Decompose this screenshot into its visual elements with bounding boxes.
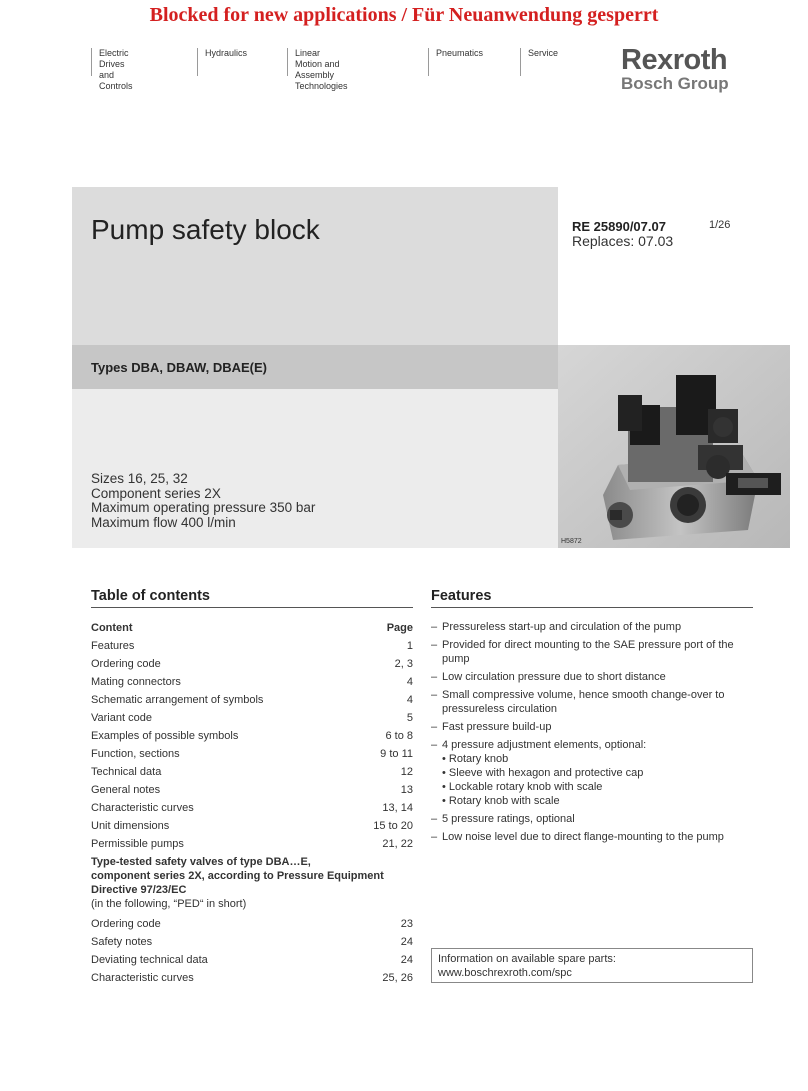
toc-row[interactable] bbox=[91, 835, 413, 853]
toc-row[interactable] bbox=[91, 951, 413, 969]
blocked-banner: Blocked for new applications / Für Neuanwendung gesperrt bbox=[149, 4, 659, 26]
photo-label: H5872 bbox=[561, 538, 582, 545]
nav-line: Electric Drives bbox=[99, 48, 129, 69]
toc-page: 12 bbox=[400, 766, 413, 778]
feature-item bbox=[431, 830, 753, 844]
nav-line: Service bbox=[528, 48, 559, 58]
feature-subitem: • Sleeve with hexagon and protective cap bbox=[442, 767, 644, 779]
toc-row[interactable] bbox=[91, 655, 413, 673]
page-number: 1/26 bbox=[709, 219, 731, 231]
ped-note: (in the following, “PED“ in short) bbox=[91, 898, 247, 910]
toc-label: Safety notes bbox=[91, 936, 153, 948]
toc-row[interactable] bbox=[91, 637, 413, 655]
feature-text: Pressureless start-up and circulation of the pump bbox=[442, 621, 682, 633]
toc-row[interactable] bbox=[91, 727, 413, 745]
types-label: Types DBA, DBAW, DBAE(E) bbox=[91, 360, 267, 375]
nav-line: Pneumatics bbox=[436, 48, 484, 58]
toc-page: 2, 3 bbox=[394, 658, 413, 670]
toc-label: Characteristic curves bbox=[91, 972, 194, 984]
feature-subitem: • Rotary knob with scale bbox=[442, 795, 560, 807]
toc-row[interactable] bbox=[91, 763, 413, 781]
dash: – bbox=[431, 721, 438, 733]
features-list bbox=[431, 620, 753, 848]
toc-row[interactable] bbox=[91, 933, 413, 951]
feature-text: 5 pressure ratings, optional bbox=[442, 813, 575, 825]
features-rule bbox=[431, 607, 753, 608]
feature-text: pump bbox=[442, 653, 470, 665]
nav-line: Assembly Technologies bbox=[295, 70, 348, 91]
toc-page: 1 bbox=[406, 640, 413, 652]
feature-item bbox=[431, 720, 753, 734]
features-title: Features bbox=[431, 588, 492, 604]
spare-parts-label: Information on available spare parts: bbox=[438, 953, 616, 965]
feature-text: Low noise level due to direct flange-mounting to the pump bbox=[442, 831, 724, 843]
toc-page: 4 bbox=[406, 676, 413, 688]
dash: – bbox=[431, 813, 438, 825]
feature-item bbox=[431, 688, 753, 716]
title-panel bbox=[72, 187, 558, 345]
toc-label: Technical data bbox=[91, 766, 162, 778]
toc-label: Ordering code bbox=[91, 918, 161, 930]
toc-row[interactable] bbox=[91, 799, 413, 817]
feature-item bbox=[431, 620, 753, 634]
toc-page: 6 to 8 bbox=[385, 730, 413, 742]
feature-text: Fast pressure build-up bbox=[442, 721, 552, 733]
toc-page: 9 to 11 bbox=[380, 748, 413, 760]
toc-page: 24 bbox=[400, 954, 413, 966]
toc-label: Ordering code bbox=[91, 658, 161, 670]
feature-subitem: • Rotary knob bbox=[442, 753, 509, 765]
nav-service[interactable] bbox=[520, 48, 558, 76]
spare-parts-link[interactable]: www.boschrexroth.com/spc bbox=[438, 967, 572, 979]
dash: – bbox=[431, 739, 438, 751]
page-title: Pump safety block bbox=[91, 214, 320, 245]
product-photo bbox=[558, 345, 790, 548]
toc-row[interactable] bbox=[91, 709, 413, 727]
toc-row[interactable] bbox=[91, 781, 413, 799]
toc-page: 13, 14 bbox=[382, 802, 413, 814]
toc-header-content: Content bbox=[91, 622, 133, 634]
toc-label: Deviating technical data bbox=[91, 954, 208, 966]
logo-sub: Bosch Group bbox=[621, 74, 729, 93]
ped-heading-line: Directive 97/23/EC bbox=[91, 884, 187, 896]
toc-title: Table of contents bbox=[91, 588, 210, 604]
spare-parts-box bbox=[431, 948, 753, 983]
dash: – bbox=[431, 639, 438, 651]
toc-page: 23 bbox=[400, 918, 413, 930]
toc-header-page: Page bbox=[386, 622, 413, 634]
nav-electric-drives[interactable] bbox=[91, 48, 133, 91]
ped-heading-line: Type-tested safety valves of type DBA…E, bbox=[91, 856, 311, 868]
nav-linear-motion[interactable] bbox=[287, 48, 348, 91]
dash: – bbox=[431, 671, 438, 683]
spec-item: Maximum operating pressure 350 bar bbox=[91, 500, 316, 515]
pump-safety-block-image bbox=[558, 345, 790, 548]
toc-label: Unit dimensions bbox=[91, 820, 170, 832]
toc-row[interactable] bbox=[91, 691, 413, 709]
logo-main: Rexroth bbox=[621, 44, 728, 76]
document-number: RE 25890/07.07 bbox=[572, 219, 666, 234]
toc-label: Schematic arrangement of symbols bbox=[91, 694, 264, 706]
nav-line: and Controls bbox=[99, 70, 133, 91]
toc-row[interactable] bbox=[91, 969, 413, 987]
specs-list bbox=[91, 472, 315, 530]
feature-subitem: • Lockable rotary knob with scale bbox=[442, 781, 603, 793]
nav-hydraulics[interactable] bbox=[197, 48, 247, 76]
toc-page: 15 to 20 bbox=[373, 820, 413, 832]
toc-rule bbox=[91, 607, 413, 608]
feature-item bbox=[431, 638, 753, 666]
toc-label: Function, sections bbox=[91, 748, 180, 760]
ped-heading-line: component series 2X, according to Pressure Equipment bbox=[91, 870, 384, 882]
feature-text: Provided for direct mounting to the SAE pressure port of the bbox=[442, 639, 734, 651]
toc-label: Mating connectors bbox=[91, 676, 181, 688]
feature-item bbox=[431, 670, 753, 684]
ped-section-heading bbox=[91, 855, 413, 911]
toc-page: 24 bbox=[400, 936, 413, 948]
toc-page: 5 bbox=[406, 712, 413, 724]
toc-label: Examples of possible symbols bbox=[91, 730, 239, 742]
nav-pneumatics[interactable] bbox=[428, 48, 483, 76]
feature-text: 4 pressure adjustment elements, optional: bbox=[442, 739, 647, 751]
dash: – bbox=[431, 621, 438, 633]
toc-row[interactable] bbox=[91, 745, 413, 763]
nav-line: Hydraulics bbox=[205, 48, 248, 58]
replaces-label: Replaces: 07.03 bbox=[572, 233, 674, 249]
feature-text: pressureless circulation bbox=[442, 703, 557, 715]
dash: – bbox=[431, 831, 438, 843]
nav-line: Linear Motion and bbox=[295, 48, 340, 69]
toc-label: Characteristic curves bbox=[91, 802, 194, 814]
toc-row[interactable] bbox=[91, 915, 413, 933]
toc-label: General notes bbox=[91, 784, 161, 796]
spec-item: Sizes 16, 25, 32 bbox=[91, 471, 188, 486]
rexroth-logo bbox=[621, 46, 729, 93]
toc-row[interactable] bbox=[91, 673, 413, 691]
toc-page: 25, 26 bbox=[382, 972, 413, 984]
feature-item bbox=[431, 812, 753, 826]
toc-label: Features bbox=[91, 640, 135, 652]
feature-text: Small compressive volume, hence smooth change-over to bbox=[442, 689, 725, 701]
toc-label: Permissible pumps bbox=[91, 838, 184, 850]
toc-page: 4 bbox=[406, 694, 413, 706]
feature-item bbox=[431, 738, 753, 808]
table-of-contents bbox=[91, 619, 413, 987]
dash: – bbox=[431, 689, 438, 701]
spec-item: Component series 2X bbox=[91, 485, 221, 501]
toc-page: 13 bbox=[400, 784, 413, 796]
toc-row[interactable] bbox=[91, 817, 413, 835]
spec-item: Maximum flow 400 l/min bbox=[91, 514, 236, 530]
toc-label: Variant code bbox=[91, 712, 152, 724]
toc-page: 21, 22 bbox=[382, 838, 413, 850]
toc-header bbox=[91, 619, 413, 637]
feature-text: Low circulation pressure due to short distance bbox=[442, 671, 666, 683]
